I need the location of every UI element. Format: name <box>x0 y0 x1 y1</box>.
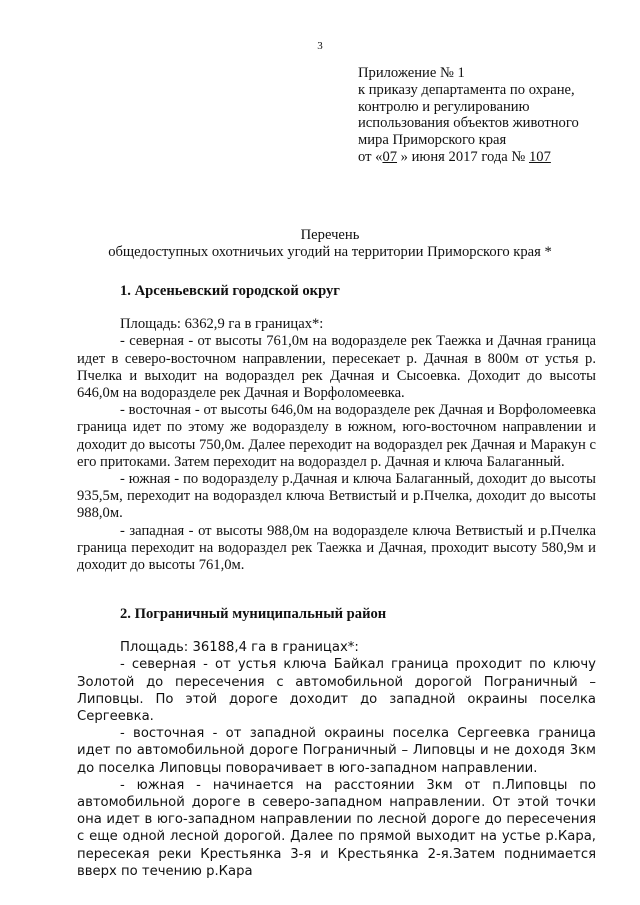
order-year: 2017 года № <box>444 148 529 165</box>
appendix-line: мира Приморского края <box>358 132 507 149</box>
appendix-line: использования объектов животного <box>358 115 579 132</box>
section-heading: 2. Пограничный муниципальный район <box>120 606 387 622</box>
date-prefix: от « <box>358 148 383 165</box>
title-line-1: Перечень <box>300 227 360 243</box>
order-day: 07 <box>382 148 398 165</box>
section-area: Площадь: 36188,4 га в границах*: <box>120 640 359 656</box>
boundary-south: - южная - по водоразделу р.Дачная и ключа Балаганный, доходит до высоты 935,5м, переходит на водораздел ключа Ветвистый и р.Пчелка, доходит до высоты 988,0м. <box>77 471 596 522</box>
order-month: » июня <box>397 148 445 165</box>
appendix-block <box>358 65 618 166</box>
appendix-line: к приказу департамента по охране, <box>358 81 575 98</box>
section-heading: 1. Арсеньевский городской округ <box>120 283 340 299</box>
page-number: 3 <box>317 40 323 52</box>
boundary-north: - северная - от устья ключа Байкал граница проходит по ключу Золотой до пересечения с автомобильной дорогой Пограничный – Липовцы. По этой дороге доходит до западной окраины поселка Сергеевка. <box>77 657 596 725</box>
title-line-2: общедоступных охотничьих угодий на территории Приморского края * <box>108 243 552 260</box>
appendix-line: контролю и регулированию <box>358 98 530 115</box>
section-2 <box>77 606 596 880</box>
order-number: 107 <box>528 148 551 165</box>
boundary-east: - восточная - от западной окраины поселка Сергеевка граница идет по автомобильной дороге Пограничный – Липовцы и не доходя 3км до поселка Липовцы поворачивает в юго-западном направлении. <box>77 726 596 776</box>
section-1 <box>77 283 596 574</box>
document-title <box>70 227 590 261</box>
boundary-east: - восточная - от высоты 646,0м на водоразделе рек Дачная и Ворфоломеевка граница идет по этому же водоразделу в южном, юго-восточном направлении и доходит до высоты 750,0м. Далее переходит на водораздел рек Дачная и Маракун с его притоками. Затем переходит на водораздел р. Дачная и ключа Балаганный. <box>77 402 596 470</box>
section-area: Площадь: 6362,9 га в границах*: <box>120 316 324 333</box>
boundary-west: - западная - от высоты 988,0м на водоразделе ключа Ветвистый и р.Пчелка граница переходит на водораздел рек Таежка и Дачная, проходит высоту 580,9м и доходит до высоты 761,0м. <box>77 522 596 574</box>
appendix-title: Приложение № 1 <box>358 65 465 81</box>
boundary-north: - северная - от высоты 761,0м на водоразделе рек Таежка и Дачная граница идет в северо-восточном направлении, пересекает р. Дачная в 800м от устья р. Пчелка и выходит на водораздел рек Дачная и Сысоевка. Доходит до высоты 646,0м на водоразделе рек Дачная и Ворфоломеевка. <box>77 333 596 402</box>
boundary-south: - южная - начинается на расстоянии 3км от п.Липовцы по автомобильной дороге в северо-западном направлении. От этой точки она идет в юго-западном направлении по лесной дороге до пересечения с еще одной лесной дорогой. Далее по прямой выходит на устье р.Кара, пересекая реки Крестьянка 3-я и Крестьянка 2-я.Затем поднимается вверх по течению р.Кара <box>77 777 596 879</box>
order-date-line <box>358 149 618 166</box>
